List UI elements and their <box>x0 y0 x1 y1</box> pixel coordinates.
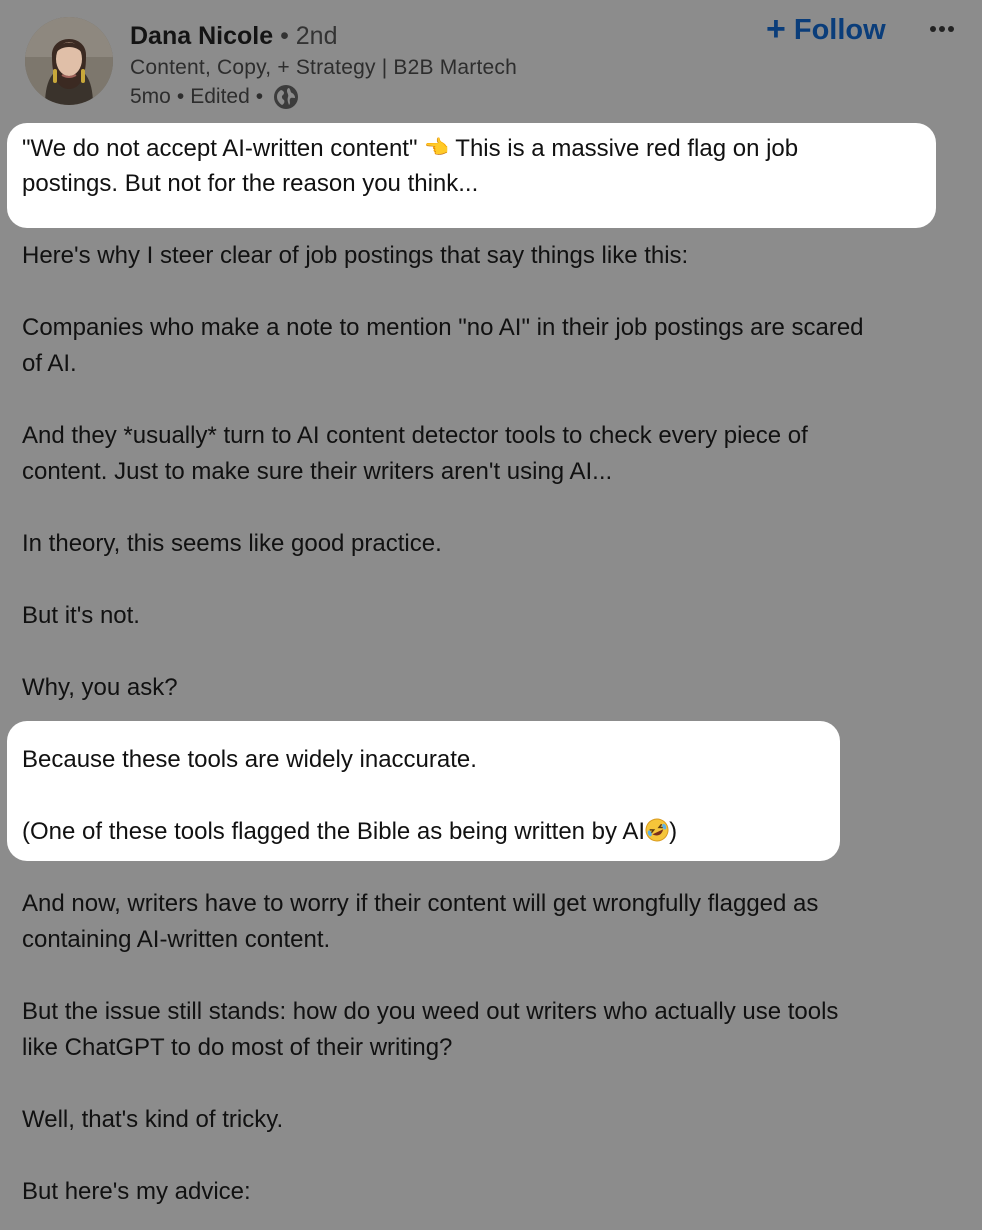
author-headline: Content, Copy, + Strategy | B2B Martech <box>130 56 517 79</box>
connection-degree: 2nd <box>295 22 338 50</box>
post-text: This is a massive red flag on job <box>455 135 799 162</box>
post-text-line: Because these tools are widely inaccurate. <box>22 746 477 773</box>
post-text-line: Well, that's kind of tricky. <box>22 1106 284 1133</box>
post-text: "We do not accept AI-written content" <box>22 135 418 162</box>
post-text-line: postings. But not for the reason you think... <box>22 170 479 197</box>
post-text-line: Here's why I steer clear of job postings that say things like this: <box>22 242 689 269</box>
post-text-line: like ChatGPT to do most of their writing? <box>22 1034 453 1061</box>
avatar[interactable] <box>25 17 113 105</box>
rolling-on-floor-laughing-emoji <box>645 817 669 841</box>
more-icon <box>939 26 945 32</box>
post-text-line: Why, you ask? <box>22 674 178 701</box>
post-text-line: But it's not. <box>22 602 140 629</box>
pointing-hand-emoji: 👈 <box>424 137 450 159</box>
avatar-image <box>25 17 113 105</box>
post-text-line: content. Just to make sure their writers aren't using AI... <box>22 458 613 485</box>
post-text-line: And now, writers have to worry if their content will get wrongfully flagged as <box>22 890 819 917</box>
post-meta <box>130 83 299 111</box>
post-text-line: In theory, this seems like good practice. <box>22 530 442 557</box>
post-text-line <box>22 814 677 850</box>
author-name-line <box>130 20 338 52</box>
post-text-line: And they *usually* turn to AI content detector tools to check every piece of <box>22 422 808 449</box>
post-text-line: But here's my advice: <box>22 1178 251 1205</box>
author-name[interactable]: Dana Nicole <box>130 22 274 50</box>
meta-separator: • <box>176 85 185 108</box>
edited-label: Edited <box>190 85 250 108</box>
post-text-line: of AI. <box>22 350 77 377</box>
globe-icon <box>273 84 299 110</box>
post-text: ) <box>669 818 678 845</box>
more-icon <box>930 26 936 32</box>
post-age: 5mo <box>130 85 171 108</box>
post-text-line: Companies who make a note to mention "no AI" in their job postings are scared <box>22 314 864 341</box>
plus-icon: + <box>766 9 786 48</box>
meta-separator: • <box>255 85 264 108</box>
follow-button[interactable] <box>766 10 886 50</box>
post-text-line: containing AI-written content. <box>22 926 331 953</box>
follow-label: Follow <box>793 13 886 46</box>
post-text: (One of these tools flagged the Bible as being written by AI <box>22 818 646 845</box>
more-icon <box>948 26 954 32</box>
more-options-button[interactable] <box>922 12 962 44</box>
post-text-line: But the issue still stands: how do you weed out writers who actually use tools <box>22 998 839 1025</box>
post-text-line <box>22 130 798 167</box>
degree-separator: • <box>280 22 289 50</box>
